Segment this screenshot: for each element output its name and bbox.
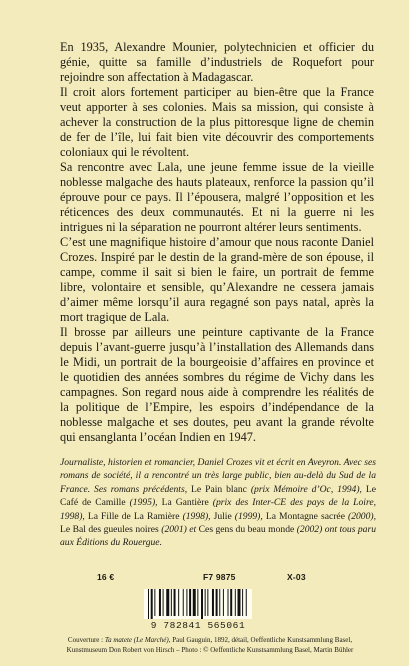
barcode-bar: [193, 589, 196, 616]
barcode-bar: [166, 589, 169, 616]
synopsis-paragraph-3: Sa rencontre avec Lala, une jeune femme issue de la vieille noblesse malgache des hauts plateaux, renforce la passion qu’il éprouve pour ce pays. Il l’épousera, malgré l’opposition et les réticences des deux communautés. Et ni la guerre ni les intrigues ni la séparation ne pourront altérer leurs sentiments.: [60, 160, 374, 234]
barcode-bar: [171, 589, 172, 616]
price: 16 €: [97, 572, 115, 582]
bio-text-5: (1999),: [231, 510, 266, 522]
product-code: F7 9875: [203, 572, 236, 582]
barcode: [144, 589, 252, 619]
bio-title-5: Julie: [213, 510, 232, 522]
bio-text-7: (2001) et: [158, 524, 199, 536]
credits-label: Couverture :: [67, 636, 105, 644]
synopsis-paragraph-5: Il brosse par ailleurs une peinture captivante de la France depuis l’avant-guerre jusqu’à l’installation des Allemands dans le Midi, un portrait de la bourgeoisie d’affaires en province et le quotidien des années sombres du régime de Vichy dans les campagnes. Son regard nous aide à comprendre les réalités de la politique de l’Empire, les espoirs d’indépendance de la noblesse malgache et ses doutes, peu avant la grande révolte qui ensanglanta l’océan Indien en 1947.: [60, 325, 374, 444]
bio-title-1: Le Pain blanc: [191, 483, 247, 495]
barcode-bar: [246, 589, 247, 616]
barcode-bar: [212, 589, 214, 616]
synopsis-paragraph-4: C’est une magnifique histoire d’amour que nous raconte Daniel Crozes. Inspiré par le destin de la grand-mère de son épouse, il campe, comme il sait si bien le faire, un portrait de femme libre, volontaire et sensible, qu’Alexandre ne cessera jamais d’aimer même lorsqu’il aura regagné son pays natal, après la mort tragique de Lala.: [60, 235, 374, 324]
barcode-bar: [189, 589, 191, 616]
bio-intro: Journaliste, historien et romancier, Daniel Crozes vit et écrit en Aveyron. Avec ses romans de société, il a rencontré un très large public, bien au-delà du Sud de la France. Ses romans précédents,: [60, 457, 376, 495]
bio-text-6: (2000),: [344, 510, 376, 522]
barcode-bar: [197, 589, 198, 616]
barcode-bar: [154, 589, 155, 616]
bio-title-6: La Montagne sacrée: [265, 510, 345, 522]
bio-text-8: (2002) ont tous paru aux Éditions du Rouergue.: [60, 524, 377, 549]
barcode-bar: [235, 589, 236, 616]
barcode-bar: [148, 589, 149, 619]
barcode-bar: [223, 589, 224, 616]
barcode-bar: [174, 589, 176, 616]
credits-line-2: Kunstmuseum Don Robert von Hirsch – Photo : © Oeffentliche Kunstsammlung Basel, Martin Bühler: [66, 645, 354, 654]
bio-title-3: La Gantière: [161, 497, 209, 509]
reference-code: X-03: [287, 572, 306, 582]
credits-line-1: [30, 636, 390, 646]
barcode-bar: [238, 589, 241, 616]
barcode-bar: [207, 589, 208, 616]
bio-text-1: (prix Mémoire d’Oc, 1994),: [246, 483, 366, 495]
bio-title-2: Le Café de Camille: [60, 483, 377, 509]
barcode-bar: [242, 589, 243, 616]
barcode-bar: [228, 589, 229, 616]
barcode-bar: [186, 589, 187, 616]
barcode-bar: [178, 589, 179, 616]
author-bio: [60, 456, 376, 550]
synopsis-paragraph-1: En 1935, Alexandre Mounier, polytechnicien et officier du génie, quitte sa famille d’industriels de Roquefort pour rejoindre son affectation à Madagascar.: [60, 40, 374, 84]
bio-title-8: Ces gens du beau monde: [198, 524, 295, 536]
barcode-bar: [163, 589, 164, 616]
bio-text-2: (1995),: [125, 497, 162, 509]
barcode-bar: [159, 589, 161, 616]
barcode-bar: [201, 589, 203, 619]
bio-text-4: (1998),: [179, 510, 214, 522]
bio-title-7: Le Bal des gueules noires: [60, 524, 159, 536]
bio-title-4: La Fille de La Ramière: [87, 510, 180, 522]
cover-credits: [30, 636, 390, 655]
barcode-bars: [144, 589, 252, 619]
synopsis: [60, 40, 374, 445]
barcode-bar: [183, 589, 184, 616]
synopsis-paragraph-2: Il croit alors fortement participer au bien-être que la France veut apporter à ses colonies. Mais sa mission, qui consiste à achever la construction de la plus pittoresque ligne de chemin de fer de l’île, lui fait bien vite découvrir des comportements coloniaux qui le révoltent.: [60, 85, 374, 159]
barcode-bar: [230, 589, 232, 616]
barcode-digits: 9 782841 565061: [150, 620, 246, 631]
barcode-bar: [205, 589, 206, 616]
barcode-bar: [151, 589, 153, 619]
credits-line-1-rest: , Paul Gauguin, 1892, détail, Oeffentliche Kunstsammlung Basel,: [168, 636, 353, 644]
barcode-bar: [219, 589, 220, 616]
barcode-bar: [216, 589, 218, 616]
bio-text-3: (prix des Inter-CE des pays de la Loire, 1998),: [60, 497, 376, 522]
credits-artwork-title: Ta matete (Le Marché): [104, 636, 169, 644]
